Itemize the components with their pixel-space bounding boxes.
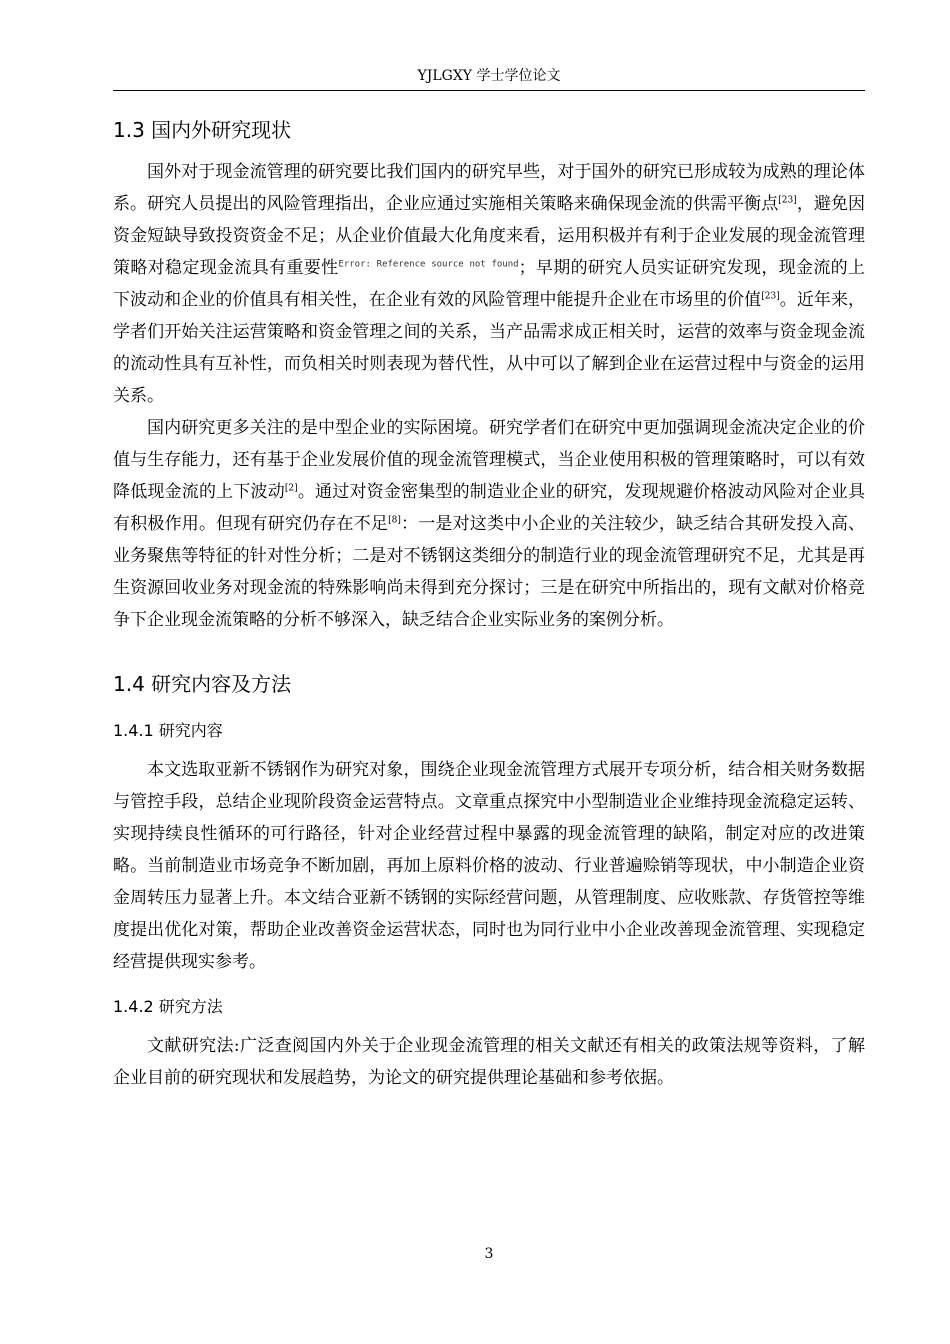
text-span: ，避免因资金短缺导致投资资金不足；从企业价值最大化角度来看，运用积极并有利于企业发展的现金流管理策略对稳定现金流具有重要性	[113, 194, 865, 278]
paragraph-domestic-research	[113, 412, 865, 636]
page-header: YJLGXY 学士学位论文	[417, 68, 561, 84]
text-span: ；早期的研究人员实证研究发现，现金流的上下波动和企业的价值具有相关性，在企业有效的风险管理中能提升企业在市场里的价值	[113, 258, 866, 310]
text-span: 。近年来，学者们开始关注运营策略和资金管理之间的关系，当产品需求成正相关时，运营的效率与资金现金流的流动性具有互补性，而负相关时则表现为替代性，从中可以了解到企业在运营过程中与资金的运用关系。	[113, 290, 866, 406]
text-span: 国外对于现金流管理的研究要比我们国内的研究早些，对于国外的研究已形成较为成熟的理论体系。研究人员提出的风险管理指出，企业应通过实施相关策略来确保现金流的供需平衡点	[113, 162, 865, 214]
paragraph-research-content: 本文选取亚新不锈钢作为研究对象，围绕企业现金流管理方式展开专项分析，结合相关财务数据与管控手段，总结企业现阶段资金运营特点。文章重点探究中小型制造业企业维持现金流稳定运转、实现持续良性循环的可行路径，针对企业经营过程中暴露的现金流管理的缺陷，制定对应的改进策略。当前制造业市场竞争不断加剧，再加上原料价格的波动、行业普遍赊销等现状，中小制造企业资金周转压力显著上升。本文结合亚新不锈钢的实际经营问题，从管理制度、应收账款、存货管控等维度提出优化对策，帮助企业改善资金运营状态，同时也为同行业中小企业改善现金流管理、实现稳定经营提供现实参考。	[113, 760, 865, 972]
paragraph-foreign-research	[113, 156, 865, 412]
subsection-heading-1-4-2: 1.4.2 研究方法	[113, 997, 223, 1016]
citation-ref: [23]	[778, 195, 797, 206]
text-span: ：一是对这类中小企业的关注较少，缺乏结合其研发投入高、业务聚焦等特征的针对性分析；二是对不锈钢这类细分的制造行业的现金流管理研究不足，尤其是再生资源回收业务对现金流的特殊影响尚未得到充分探讨；三是在研究中所指出的，现有文献对价格竞争下企业现金流策略的分析不够深入，缺乏结合企业实际业务的案例分析。	[113, 514, 866, 630]
citation-ref: [23]	[761, 291, 780, 302]
text-span: 国内研究更多关注的是中型企业的实际困境。研究学者们在研究中更加强调现金流决定企业的价值与生存能力，还有基于企业发展价值的现金流管理模式，当企业使用积极的管理策略时，可以有效降低现金流的上下波动	[113, 418, 865, 502]
text-span: 。通过对资金密集型的制造业企业的研究，发现规避价格波动风险对企业具有积极作用。但现有研究仍存在不足	[113, 482, 866, 534]
section-heading-1-3: 1.3 国内外研究现状	[113, 118, 292, 142]
citation-ref: [2]	[284, 483, 298, 494]
page-content	[113, 112, 865, 1094]
reference-error-note: Error: Reference source not found	[338, 259, 519, 270]
citation-ref: [8]	[388, 515, 401, 526]
paragraph-research-methods: 文献研究法:广泛查阅国内外关于企业现金流管理的相关文献还有相关的政策法规等资料，了解企业目前的研究现状和发展趋势，为论文的研究提供理论基础和参考依据。	[113, 1036, 865, 1088]
page-number: 3	[484, 1246, 494, 1262]
section-heading-1-4: 1.4 研究内容及方法	[113, 672, 292, 696]
subsection-heading-1-4-1: 1.4.1 研究内容	[113, 721, 223, 740]
header-rule	[113, 90, 865, 91]
